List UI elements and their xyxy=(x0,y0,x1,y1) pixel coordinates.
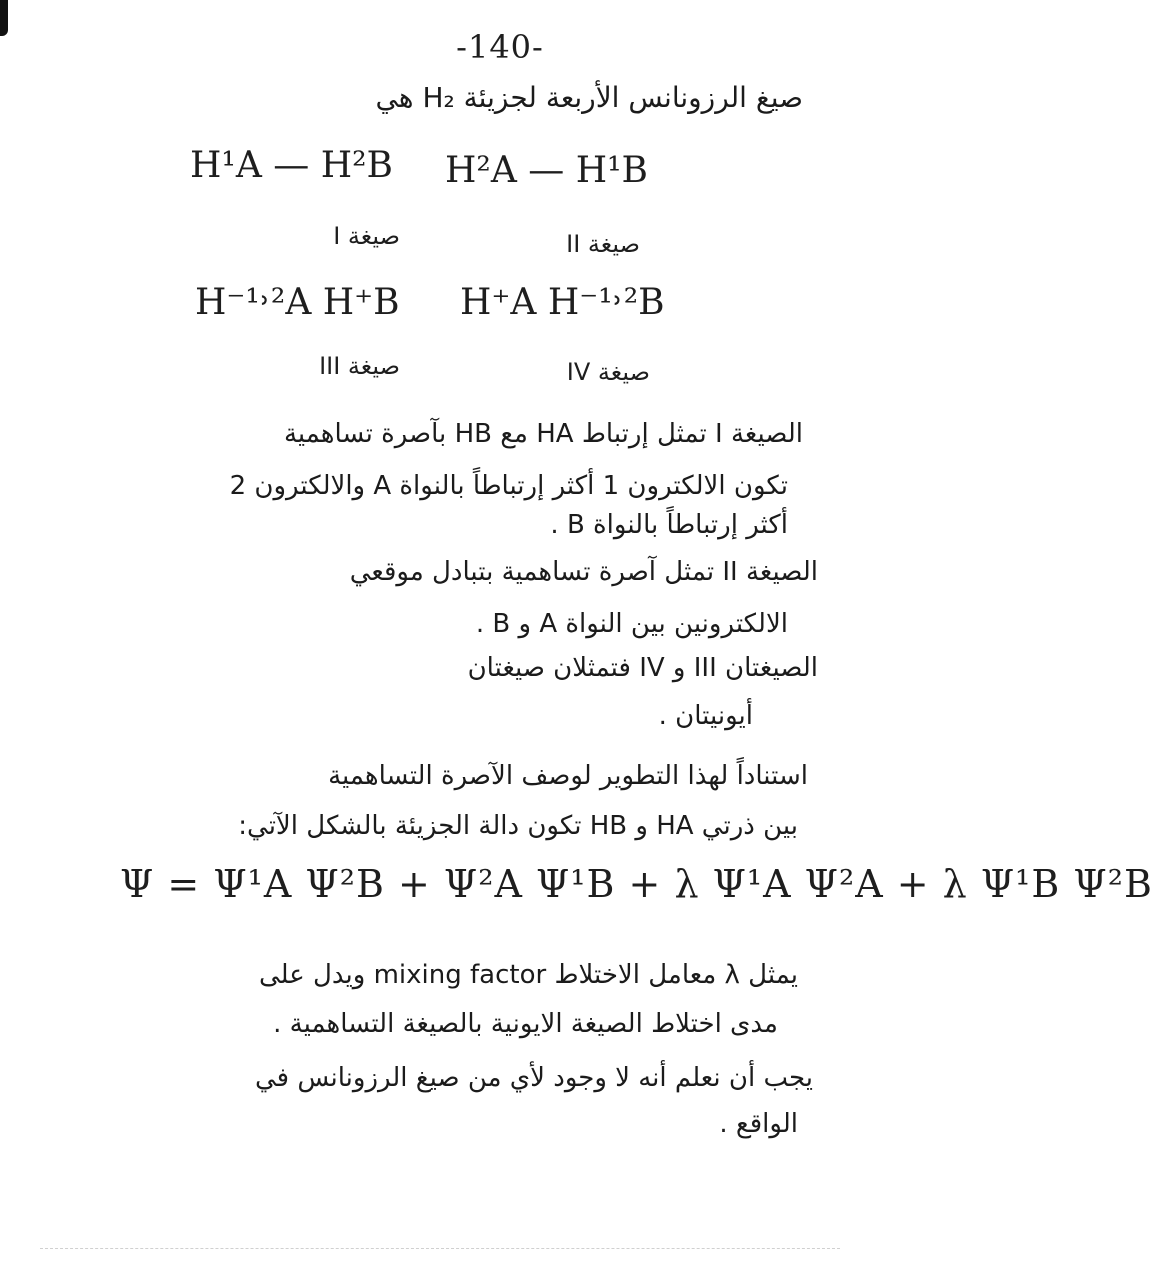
closing-line: يمثل λ معامل الاختلاط mixing factor ويدل على xyxy=(258,960,798,990)
closing-line: الواقع . xyxy=(719,1109,798,1139)
wave-function-equation: Ψ = Ψ¹A Ψ²B + Ψ²A Ψ¹B + λ Ψ¹A Ψ²A + λ Ψ¹B Ψ²B xyxy=(120,862,1153,906)
paragraph-line: الصيغة II تمثل آصرة تساهمية بتبادل موقعي xyxy=(349,557,818,587)
structure-2-formula: H²A — H¹B xyxy=(445,150,648,191)
page-bottom-edge xyxy=(40,1248,840,1249)
paragraph-line: بين ذرتي HA و HB تكون دالة الجزيئة بالشكل الآتي: xyxy=(238,811,798,841)
paragraph-line: الصيغة I تمثل إرتباط HA مع HB بآصرة تساهمية xyxy=(283,419,803,449)
paragraph-line: استناداً لهذا التطوير لوصف الآصرة التساهمية xyxy=(328,761,808,791)
structure-4-label: صيغة IV xyxy=(566,358,650,386)
structure-4-formula: H⁺A H⁻¹˒²B xyxy=(460,282,665,323)
structure-3-label: صيغة III xyxy=(319,352,400,380)
paragraph-line: أيونيتان . xyxy=(658,701,753,731)
closing-line: مدى اختلاط الصيغة الايونية بالصيغة التساهمية . xyxy=(273,1009,778,1039)
structure-1-formula: H¹A — H²B xyxy=(190,145,393,186)
scan-corner-mark xyxy=(0,0,8,36)
paragraph-line: تكون الالكترون 1 أكثر إرتباطاً بالنواة A والالكترون 2 xyxy=(229,471,788,501)
structure-1-label: صيغة I xyxy=(333,222,400,250)
page-number: -140- xyxy=(456,28,544,66)
paragraph-line: الصيغتان III و IV فتمثلان صيغتان xyxy=(467,653,818,683)
heading: صيغ الرزونانس الأربعة لجزيئة H₂ هي xyxy=(375,81,803,114)
structure-3-formula: H⁻¹˒²A H⁺B xyxy=(195,282,400,323)
paragraph-line: الالكترونين بين النواة A و B . xyxy=(475,609,788,639)
structure-2-label: صيغة II xyxy=(566,230,640,258)
paragraph-line: أكثر إرتباطاً بالنواة B . xyxy=(550,510,788,540)
closing-line: يجب أن نعلم أنه لا وجود لأي من صيغ الرزونانس في xyxy=(255,1063,813,1093)
